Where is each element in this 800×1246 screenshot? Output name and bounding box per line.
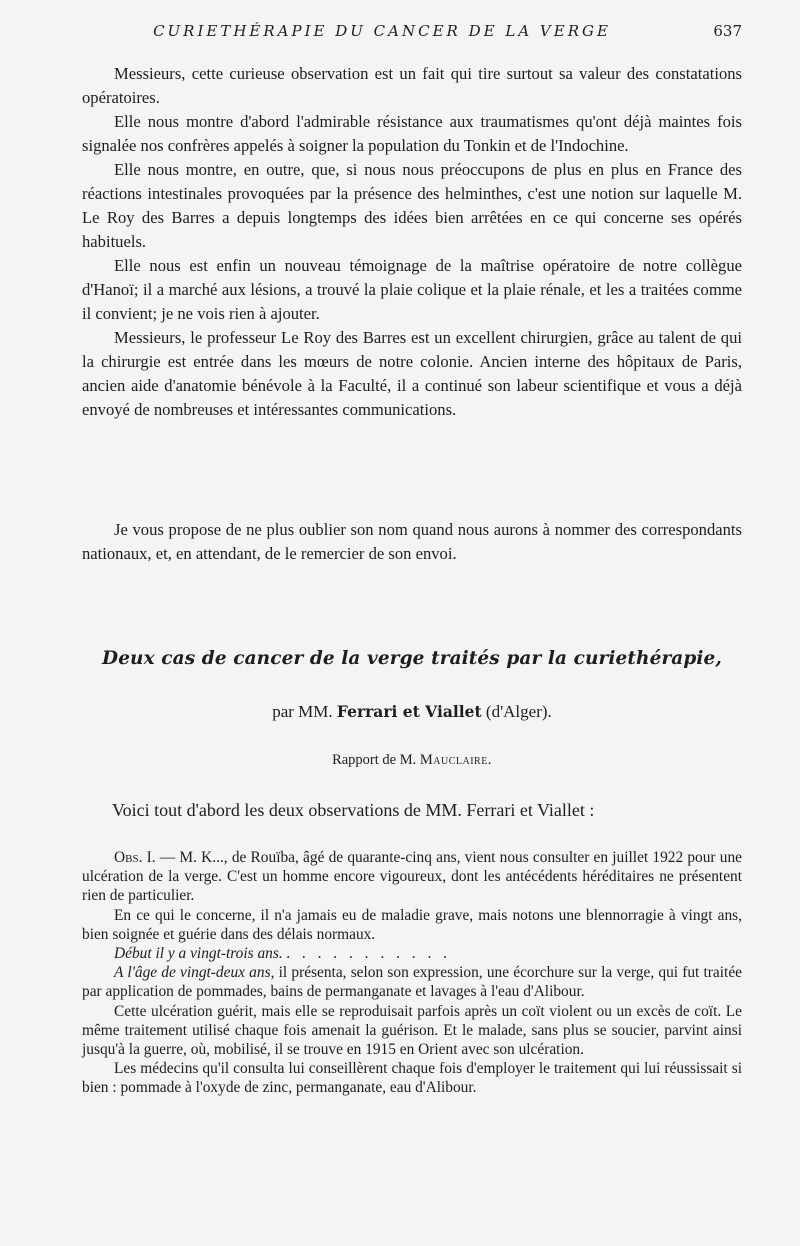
article-authors — [82, 702, 742, 722]
paragraph: Messieurs, cette curieuse observation est un fait qui tire surtout sa valeur des constatations opératoires. — [82, 64, 742, 107]
observation-paragraph: Les médecins qu'il consulta lui conseillèrent chaque fois d'employer le traitement qui lui réussissait si bien : pommade à l'oxyde de zinc, permanganate, eau d'Alibour. — [82, 1060, 742, 1097]
lead-sentence: Voici tout d'abord les deux observations de MM. Ferrari et Viallet : — [112, 800, 595, 820]
observation-paragraph: En ce qui le concerne, il n'a jamais eu de maladie grave, mais notons une blennorragie à vingt ans, bien soignée et guérie dans des délais normaux. — [82, 906, 742, 943]
debut-text: Début il y a vingt-trois ans. — [114, 945, 283, 963]
paragraph: Elle nous montre d'abord l'admirable résistance aux traumatismes qu'ont déjà maintes fois signalée nos confrères appelés à soigner la population du Tonkin et de l'Indochine. — [82, 112, 742, 155]
observation-paragraph — [82, 963, 742, 1001]
article-title: Deux cas de cancer de la verge traités par la curiethérapie, — [102, 648, 722, 669]
age-rest: il présenta, selon son expression, une écorchure sur la verge, qui fut traitée par application de pommades, bains de permanganate et lavages à l'eau d'Alibour. — [82, 964, 742, 1001]
age-italic: A l'âge de vingt-deux ans, — [114, 964, 275, 982]
observation-paragraph — [82, 944, 742, 963]
observation-paragraph — [82, 848, 742, 906]
report-line — [82, 752, 742, 769]
page-number: 637 — [713, 22, 742, 40]
paragraph: Messieurs, le professeur Le Roy des Barres est un excellent chirurgien, grâce au talent de qui la chirurgie est entrée dans les mœurs de notre colonie. Ancien interne des hôpitaux de Paris, ancien aide d'anatomie bénévole à la Faculté, il a continué son labeur scientifique et vous a déjà envoyé de nombreuses et intéressantes communications. — [82, 328, 742, 419]
authors-place: (d'Alger). — [485, 702, 552, 721]
running-head — [82, 20, 742, 44]
observation-text — [82, 848, 742, 1098]
closing-text — [82, 518, 742, 566]
observation-first-text: — M. K..., de Rouïba, âgé de quarante-cinq ans, vient nous consulter en juillet 1922 pour une ulcération de la verge. C'est un homme encore vigoureux, dont les antécédents héréditaires ne présentent rien de particulier. — [82, 849, 742, 905]
report-name: Mauclaire. — [419, 752, 492, 768]
authors-names: Ferrari et Viallet — [336, 702, 482, 721]
authors-prefix: par MM. — [272, 702, 333, 721]
observation-paragraph: Cette ulcération guérit, mais elle se reproduisait parfois après un coït violent ou un excès de coït. Le même traitement utilisé chaque fois amenait la guérison. Et le malade, sans plus se soucier, parvint ainsi jusqu'à la guerre, où, mobilisé, il se trouve en 1915 en Orient avec son ulcération. — [82, 1002, 742, 1059]
running-title: CURIETHÉRAPIE DU CANCER DE LA VERGE — [153, 22, 611, 40]
upper-text — [82, 62, 742, 422]
paragraph: Je vous propose de ne plus oublier son nom quand nous aurons à nommer des correspondants nationaux, et, en attendant, de le remercier de son envoi. — [82, 520, 742, 563]
paragraph: Elle nous montre, en outre, que, si nous nous préoccupons de plus en plus en France des réactions intestinales provoquées par la présence des helminthes, c'est une notion sur laquelle M. Le Roy des Barres a depuis longtemps des idées bien arrêtées en ce qui concerne ses opérés habituels. — [82, 160, 742, 251]
paragraph: Elle nous est enfin un nouveau témoignage de la maîtrise opératoire de notre collègue d'Hanoï; il a marché aux lésions, a trouvé la plaie colique et la plaie rénale, et les a traitées comme il convient; je ne vois rien à ajouter. — [82, 256, 742, 323]
report-prefix: Rapport de M. — [332, 752, 417, 768]
dot-leader: . . . . . . . . . . . — [286, 945, 452, 963]
observation-label: Obs. I. — [114, 849, 156, 866]
